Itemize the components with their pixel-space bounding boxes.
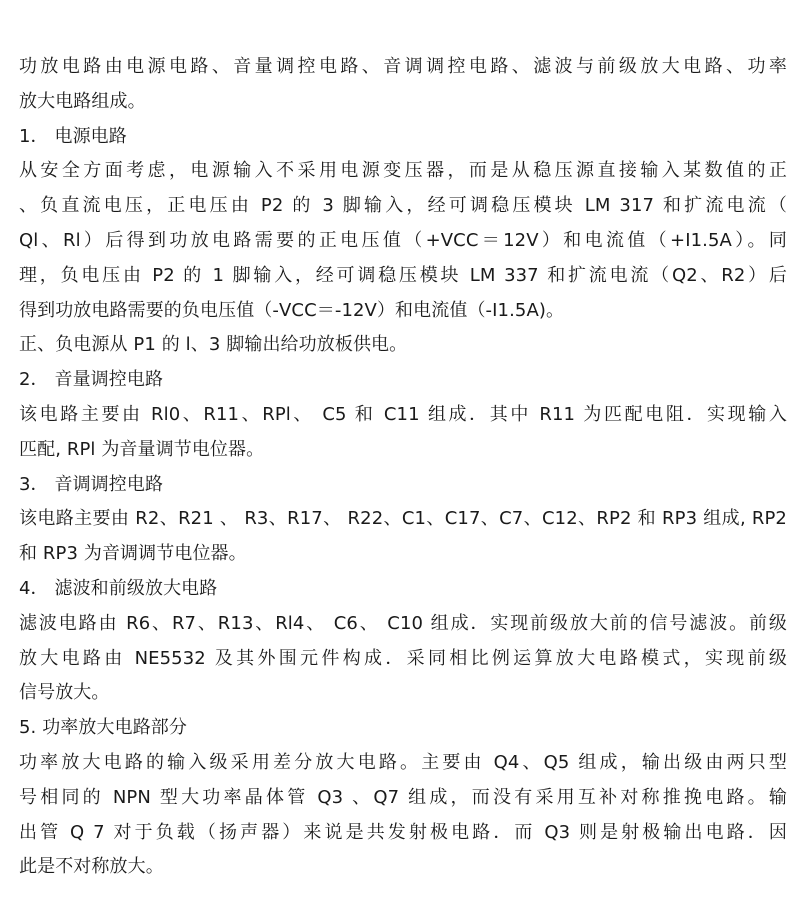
paragraph-line: 得到功放电路需要的负电压值（-VCC＝-12V）和电流值（-I1.5A)。 [19, 299, 565, 321]
paragraph-line: 匹配, RPl 为音量调节电位器。 [19, 438, 265, 460]
paragraph-line: 和 RP3 为音调调节电位器。 [19, 543, 247, 565]
section-heading: 4． 滤波和前级放大电路 [19, 577, 218, 599]
section-heading: 1． 电源电路 [19, 125, 127, 147]
paragraph-line: 该电路主要由 R2、R21 、 R3、R17、 R22、C1、C17、C7、C12、RP2 和 RP3 组成, RP2 [19, 508, 787, 530]
section-heading: 5. 功率放大电路部分 [19, 717, 187, 739]
paragraph-line: 正、负电源从 P1 的 l、3 脚输出给功放板供电。 [19, 334, 408, 356]
paragraph-line: 滤波电路由 R6、R7、R13、Rl4、 C6、 C10 组成．实现前级放大前的信号滤波。前级 [19, 612, 787, 634]
intro-line: 放大电路组成。 [19, 90, 146, 112]
paragraph-line: 理，负电压由 P2 的 1 脚输入，经可调稳压模块 LM 337 和扩流电流（Q2、R2）后 [19, 264, 787, 286]
document-body [19, 50, 787, 885]
paragraph-line: 号相同的 NPN 型大功率晶体管 Q3 、Q7 组成，而没有采用互补对称推挽电路。输 [19, 786, 787, 808]
intro-line: 功放电路由电源电路、音量调控电路、音调调控电路、滤波与前级放大电路、功率 [19, 56, 787, 77]
paragraph-line: 信号放大。 [19, 682, 110, 704]
section-heading: 2． 音量调控电路 [19, 369, 164, 391]
paragraph-line: Ql、Rl）后得到功放电路需要的正电压值（+VCC＝12V）和电流值（+I1.5A）。同 [19, 229, 787, 251]
paragraph-line: 出管 Q 7 对于负载（扬声器）来说是共发射极电路．而 Q3 则是射极输出电路．因 [19, 821, 787, 843]
paragraph-line: 该电路主要由 Rl0、R11、RPl、 C5 和 C11 组成．其中 R11 为匹配电阻．实现输入 [19, 403, 787, 425]
paragraph-line: 放大电路由 NE5532 及其外围元件构成．采同相比例运算放大电路模式，实现前级 [19, 647, 787, 669]
section-heading: 3． 音调调控电路 [19, 473, 164, 495]
paragraph-line: 、负直流电压，正电压由 P2 的 3 脚输入，经可调稳压模块 LM 317 和扩流电流（ [19, 195, 787, 217]
paragraph-line: 从安全方面考虑，电源输入不采用电源变压器，而是从稳压源直接输入某数值的正 [19, 160, 787, 182]
paragraph-line: 功率放大电路的输入级采用差分放大电路。主要由 Q4、Q5 组成，输出级由两只型 [19, 751, 787, 773]
paragraph-line: 此是不对称放大。 [19, 856, 164, 878]
